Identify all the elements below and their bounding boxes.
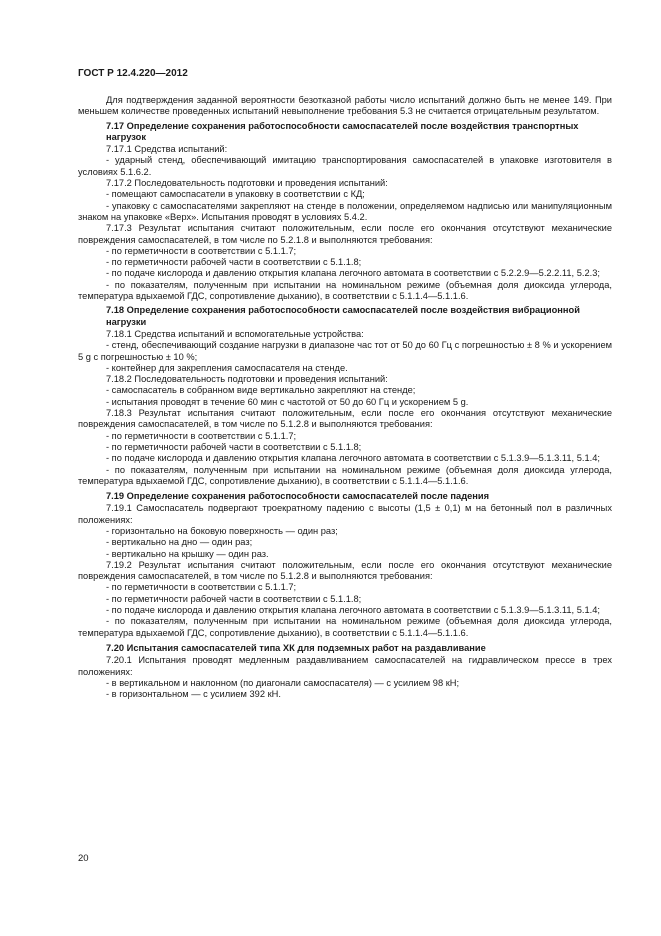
section-heading: 7.17 Определение сохранения работоспособности самоспасателей после воздействия транспортных нагрузок [106, 120, 579, 142]
body-paragraph: - стенд, обеспечивающий создание нагрузки в диапазоне час тот от 50 до 60 Гц с погрешностью ± 8 % и ускорением 5 g с погрешностью ± 10 %; [78, 340, 612, 362]
body-paragraph: - упаковку с самоспасателями закрепляют на стенде в положении, определяемом надписью или манипуляционным знаком на упаковке «Верх». Испытания проводят в условиях 5.4.2. [78, 200, 612, 222]
section-heading: 7.20 Испытания самоспасателей типа ХК для подземных работ на раздавливание [106, 642, 486, 653]
body-paragraph: - по показателям, полученным при испытании на номинальном режиме (объемная доля диоксида углерода, температура вдыхаемой ГДС, сопротивление дыханию), в соответствии с 5.1.1.4—5.1.1.6. [78, 616, 612, 638]
body-paragraph: Для подтверждения заданной вероятности безотказной работы число испытаний должно быть не менее 149. При меньшем количестве проведенных испытаний невыполнение требования 5.3 не считается отрицательным результатом. [78, 95, 612, 117]
body-paragraph: 7.18.1 Средства испытаний и вспомогательные устройства: [106, 328, 364, 339]
body-paragraph: - вертикально на дно — один раз; [106, 537, 253, 548]
body-paragraph: - вертикально на крышку — один раз. [106, 548, 269, 559]
body-paragraph: - по подаче кислорода и давлению открытия клапана легочного автомата в соответствии с 5.1.3.9—5.1.3.11, 5.1.4; [106, 605, 600, 616]
document-body [78, 95, 612, 700]
body-paragraph: - горизонтально на боковую поверхность — один раз; [106, 525, 338, 536]
body-paragraph: - по герметичности в соответствии с 5.1.1.7; [106, 582, 297, 593]
body-paragraph: - помещают самоспасатели в упаковку в соответствии с КД; [106, 189, 365, 200]
body-paragraph: - по герметичности рабочей части в соответствии с 5.1.1.8; [106, 441, 362, 452]
section-heading: 7.19 Определение сохранения работоспособности самоспасателей после падения [106, 491, 490, 502]
section-heading: 7.18 Определение сохранения работоспособности самоспасателей после воздействия вибрационной нагрузки [106, 305, 580, 327]
body-paragraph: 7.19.2 Результат испытания считают положительным, если после его окончания отсутствуют механические повреждения самоспасателей, в том числе по 5.1.2.8 и выполняются требования: [78, 559, 612, 582]
body-paragraph: - по герметичности в соответствии с 5.1.1.7; [106, 430, 297, 441]
body-paragraph: 7.20.1 Испытания проводят медленным раздавливанием самоспасателей на гидравлическом прессе в трех положениях: [78, 655, 612, 677]
body-paragraph: - по герметичности рабочей части в соответствии с 5.1.1.8; [106, 593, 362, 604]
body-paragraph: - по герметичности рабочей части в соответствии с 5.1.1.8; [106, 257, 362, 268]
body-paragraph: 7.17.1 Средства испытаний: [106, 144, 228, 155]
body-paragraph: 7.18.3 Результат испытания считают положительным, если после его окончания отсутствуют механические повреждения самоспасателей, в том числе по 5.1.2.8 и выполняются требования: [78, 408, 612, 430]
body-paragraph: 7.17.3 Результат испытания считают положительным, если после его окончания отсутствуют механические повреждения самоспасателей, в том числе по 5.2.1.8 и выполняются требования: [78, 223, 612, 245]
body-paragraph: - по показателям, полученным при испытании на номинальном режиме (объемная доля диоксида углерода, температура вдыхаемой ГДС, сопротивление дыханию), в соответствии с 5.1.1.4—5.1.1.6. [78, 279, 612, 302]
page-number: 20 [78, 853, 89, 864]
body-paragraph: - в вертикальном и наклонном (по диагонали самоспасателя) — с усилием 98 кН; [106, 677, 460, 688]
body-paragraph: - по герметичности в соответствии с 5.1.1.7; [106, 245, 297, 256]
body-paragraph: - в горизонтальном — с усилием 392 кН. [106, 689, 281, 700]
body-paragraph: - по показателям, полученным при испытании на номинальном режиме (объемная доля диоксида углерода, температура вдыхаемой ГДС, сопротивление дыханию), в соответствии с 5.1.1.4—5.1.1.6. [78, 464, 612, 486]
body-paragraph: - ударный стенд, обеспечивающий имитацию транспортирования самоспасателей в упаковке изготовителя в условиях 5.1.6.2. [78, 155, 612, 177]
document-header: ГОСТ Р 12.4.220—2012 [78, 68, 188, 79]
body-paragraph: - по подаче кислорода и давлению открытия клапана легочного автомата в соответствии с 5.2.2.9—5.2.2.11, 5.2.3; [106, 268, 600, 279]
body-paragraph: - самоспасатель в собранном виде вертикально закрепляют на стенде; [106, 385, 416, 396]
body-paragraph: - по подаче кислорода и давлению открытия клапана легочного автомата в соответствии с 5.1.3.9—5.1.3.11, 5.1.4; [106, 453, 600, 464]
body-paragraph: 7.17.2 Последовательность подготовки и проведения испытаний: [106, 178, 388, 189]
body-paragraph: - испытания проводят в течение 60 мин с частотой от 50 до 60 Гц и ускорением 5 g. [106, 396, 469, 407]
body-paragraph: - контейнер для закрепления самоспасателя на стенде. [106, 362, 348, 373]
body-paragraph: 7.19.1 Самоспасатель подвергают троекратному падению с высоты (1,5 ± 0,1) м на бетонный пол в различных положениях: [78, 503, 612, 525]
body-paragraph: 7.18.2 Последовательность подготовки и проведения испытаний: [106, 374, 388, 385]
